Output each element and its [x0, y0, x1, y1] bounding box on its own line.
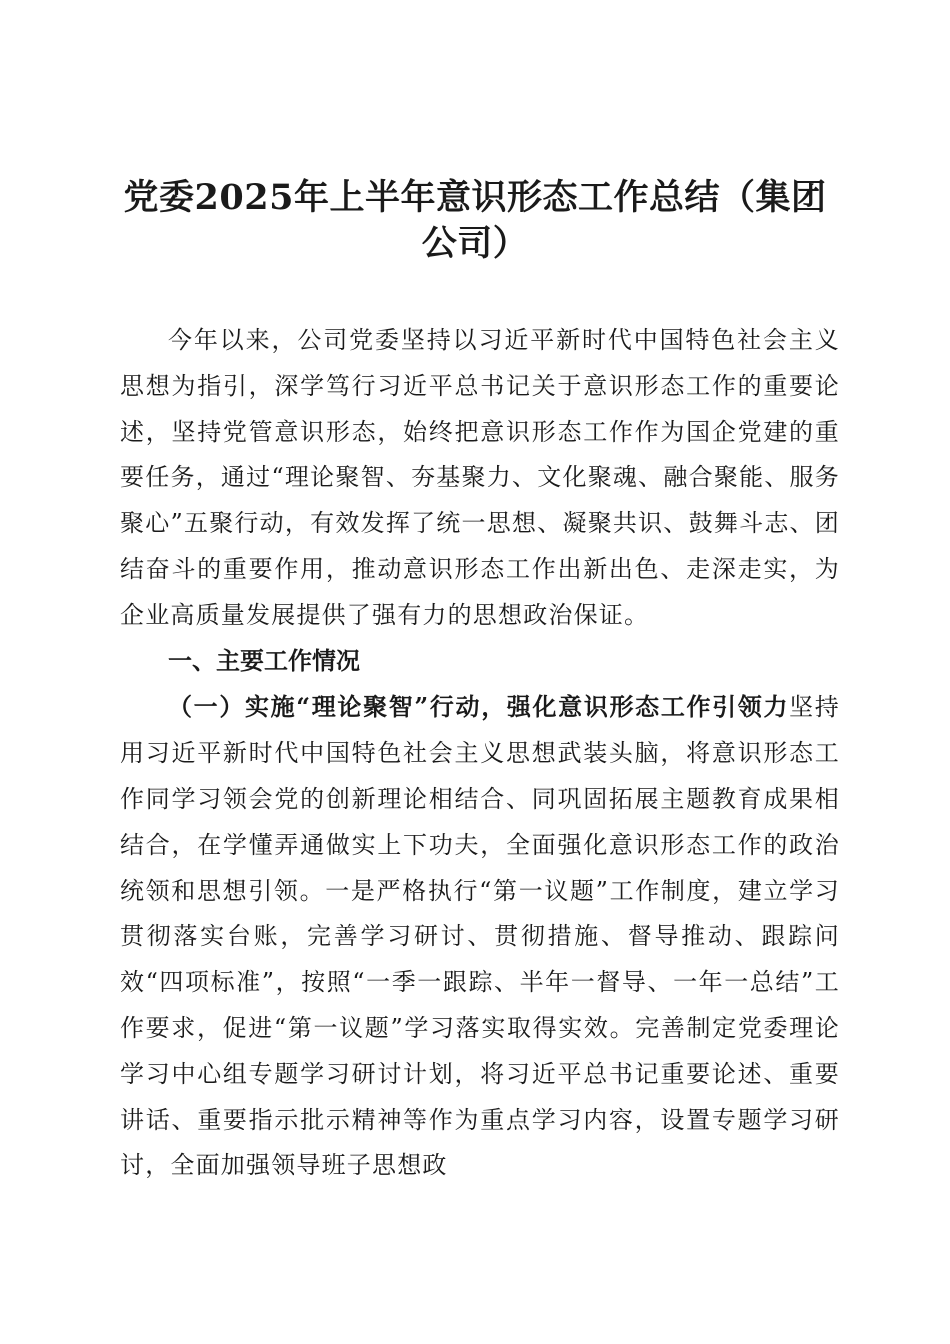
subsection-heading: （一）实施“理论聚智”行动，强化意识形态工作引领力	[168, 692, 790, 722]
subsection-block	[120, 684, 840, 1189]
section-heading: 一、主要工作情况	[168, 646, 360, 675]
subsection-body: 坚持用习近平新时代中国特色社会主义思想武装头脑，将意识形态工作同学习领会党的创新理论相结合、同巩固拓展主题教育成果相结合，在学懂弄通做实上下功夫，全面强化意识形态工作的政治统领和思想引领。一是严格执行“第一议题”工作制度，建立学习贯彻落实台账，完善学习研讨、贯彻措施、督导推动、跟踪问效“四项标准”，按照“一季一跟踪、半年一督导、一年一总结”工作要求，促进“第一议题”学习落实取得实效。完善制定党委理论学习中心组专题学习研讨计划，将习近平总书记重要论述、重要讲话、重要指示批示精神等作为重点学习内容，设置专题学习研讨，全面加强领导班子思想政	[120, 693, 841, 1180]
document-title: 党委2025年上半年意识形态工作总结（集团公司）	[123, 177, 827, 264]
document-body	[120, 318, 840, 1189]
intro-paragraph: 今年以来，公司党委坚持以习近平新时代中国特色社会主义思想为指引，深学笃行习近平总书记关于意识形态工作的重要论述，坚持党管意识形态，始终把意识形态工作作为国企党建的重要任务，通过“理论聚智、夯基聚力、文化聚魂、融合聚能、服务聚心”五聚行动，有效发挥了统一思想、凝聚共识、鼓舞斗志、团结奋斗的重要作用，推动意识形态工作出新出色、走深走实，为企业高质量发展提供了强有力的思想政治保证。	[120, 326, 840, 629]
